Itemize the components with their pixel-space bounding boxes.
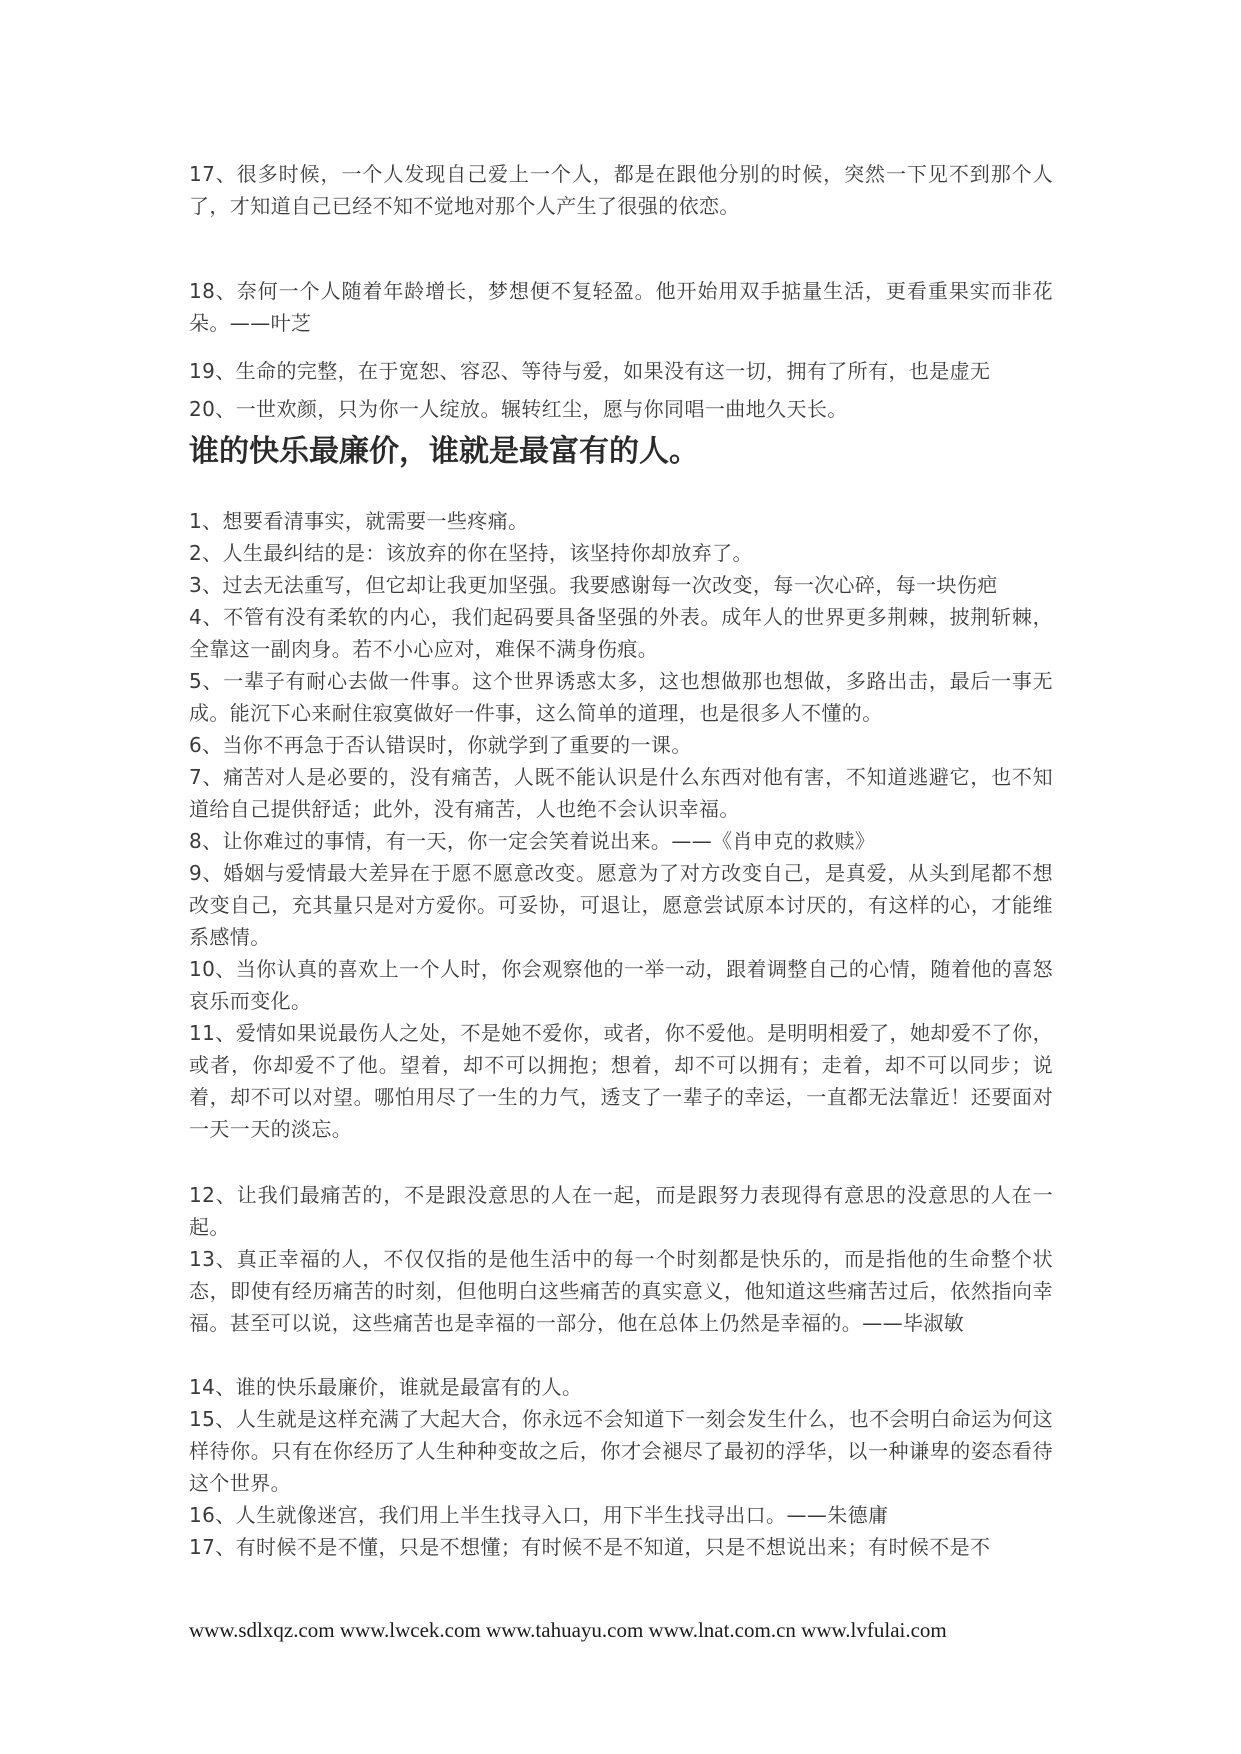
- footer-links: www.sdlxqz.com www.lwcek.com www.tahuayu.com www.lnat.com.cn www.lvfulai.com: [189, 1618, 947, 1642]
- list-item-14: 14、谁的快乐最廉价，谁就是最富有的人。: [189, 1375, 583, 1399]
- list-item-12: 12、让我们最痛苦的，不是跟没意思的人在一起，而是跟努力表现得有意思的没意思的人在一起。: [189, 1183, 1053, 1239]
- list-item-15: 15、人生就是这样充满了大起大合，你永远不会知道下一刻会发生什么，也不会明白命运为何这样待你。只有在你经历了人生种种变故之后，你才会褪尽了最初的浮华，以一种谦卑的姿态看待这个世界。: [189, 1407, 1053, 1495]
- list-item-16: 16、人生就像迷宫，我们用上半生找寻入口，用下半生找寻出口。——朱德庸: [189, 1503, 889, 1527]
- list-item-17: 17、有时候不是不懂，只是不想懂；有时候不是不知道，只是不想说出来；有时候不是不: [189, 1535, 991, 1559]
- list-item-10: 10、当你认真的喜欢上一个人时，你会观察他的一举一动，跟着调整自己的心情，随着他的喜怒哀乐而变化。: [189, 957, 1053, 1013]
- list-item-9: 9、婚姻与爱情最大差异在于愿不愿意改变。愿意为了对方改变自己，是真爱，从头到尾都不想改变自己，充其量只是对方爱你。可妥协，可退让，愿意尝试原本讨厌的，有这样的心，才能维系感情。: [189, 861, 1053, 949]
- list-item-4: 4、不管有没有柔软的内心，我们起码要具备坚强的外表。成年人的世界更多荆棘，披荆斩棘，全靠这一副肉身。若不小心应对，难保不满身伤痕。: [189, 605, 1053, 661]
- list-item-2: 2、人生最纠结的是：该放弃的你在坚持，该坚持你却放弃了。: [189, 541, 753, 565]
- list-item-8: 8、让你难过的事情，有一天，你一定会笑着说出来。——《肖申克的救赎》: [189, 829, 876, 853]
- top-item-18: 18、奈何一个人随着年龄增长，梦想便不复轻盈。他开始用双手掂量生活，更看重果实而非花朵。——叶芝: [189, 279, 1053, 335]
- list-item-5: 5、一辈子有耐心去做一件事。这个世界诱惑太多，这也想做那也想做，多路出击，最后一事无成。能沉下心来耐住寂寞做好一件事，这么简单的道理，也是很多人不懂的。: [189, 669, 1053, 725]
- list-item-11: 11、爱情如果说最伤人之处，不是她不爱你，或者，你不爱他。是明明相爱了，她却爱不了你，或者，你却爱不了他。望着，却不可以拥抱；想着，却不可以拥有；走着，却不可以同步；说着，却不可以对望。哪怕用尽了一生的力气，透支了一辈子的幸运，一直都无法靠近！还要面对一天一天的淡忘。: [189, 1021, 1053, 1141]
- list-item-6: 6、当你不再急于否认错误时，你就学到了重要的一课。: [189, 733, 692, 757]
- top-item-20: 20、一世欢颜，只为你一人绽放。辗转红尘，愿与你同唱一曲地久天长。: [189, 397, 848, 421]
- list-item-7: 7、痛苦对人是必要的，没有痛苦，人既不能认识是什么东西对他有害，不知道逃避它，也不知道给自己提供舒适；此外，没有痛苦，人也绝不会认识幸福。: [189, 765, 1053, 821]
- section-heading: 谁的快乐最廉价，谁就是最富有的人。: [189, 434, 699, 469]
- list-item-1: 1、想要看清事实，就需要一些疼痛。: [189, 509, 529, 533]
- top-item-19: 19、生命的完整，在于宽恕、容忍、等待与爱，如果没有这一切，拥有了所有，也是虚无: [189, 359, 991, 383]
- list-item-13: 13、真正幸福的人，不仅仅指的是他生活中的每一个时刻都是快乐的，而是指他的生命整个状态，即使有经历痛苦的时刻，但他明白这些痛苦的真实意义，他知道这些痛苦过后，依然指向幸福。甚至可以说，这些痛苦也是幸福的一部分，他在总体上仍然是幸福的。——毕淑敏: [189, 1247, 1053, 1335]
- top-item-17: 17、很多时候，一个人发现自己爱上一个人，都是在跟他分别的时候，突然一下见不到那个人了，才知道自己已经不知不觉地对那个人产生了很强的依恋。: [189, 162, 1053, 218]
- list-item-3: 3、过去无法重写，但它却让我更加坚强。我要感谢每一次改变，每一次心碎，每一块伤疤: [189, 573, 998, 597]
